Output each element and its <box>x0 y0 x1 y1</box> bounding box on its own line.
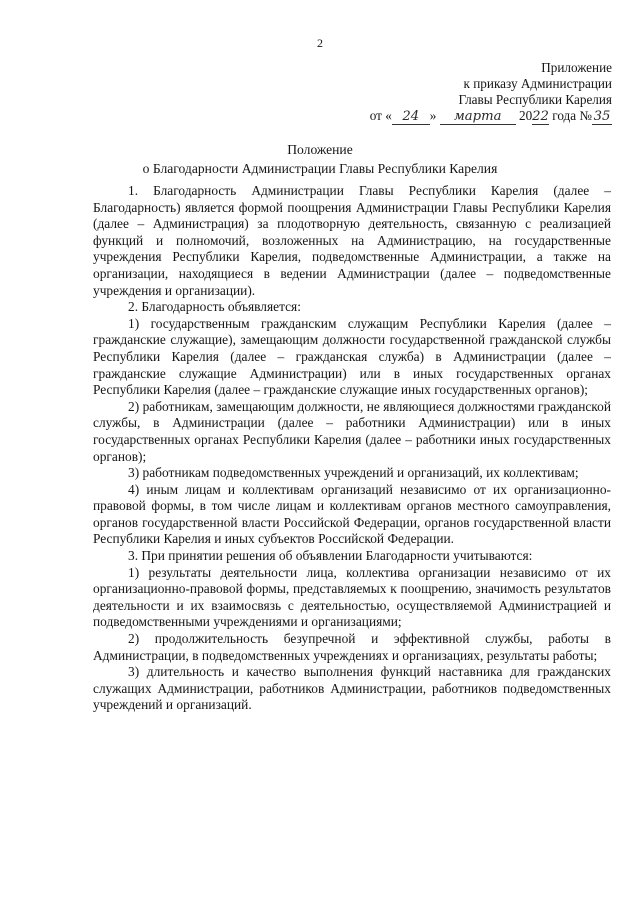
paragraph-2: 2. Благодарность объявляется: <box>128 299 301 315</box>
paragraph-2-item-4: 4) иным лицам и коллективам организаций независимо от их организационно-правовой формы, в том числе лицам и коллективам органов местного самоуправления, органов государственной власти Российской Федерации, органов государственной власти Республики Карелия и иных субъектов Российской Федерации. <box>93 481 611 547</box>
paragraph-2-item-1: 1) государственным гражданским служащим Республики Карелия (далее – гражданские служащие), замещающим должности государственной гражданской службы Республики Карелия (далее – гражданская служба) в Администрации (далее – гражданские служащие Администрации) или в иных государственных органах Республики Карелия (далее – гражданские служащие иных государственных органов); <box>93 315 611 398</box>
date-open-quote: « <box>385 108 392 123</box>
paragraph-3-item-2: 2) продолжительность безупречной и эффективной службы, работы в Администрации, в подведомственных учреждениях и организациях, результаты работы; <box>93 631 611 663</box>
title-line-1: Положение <box>287 142 353 157</box>
paragraph-3-item-1: 1) результаты деятельности лица, коллектива организации независимо от их организационно-правовой формы, представляемых к поощрению, значимость результатов деятельности и их взаимосвязь с деятельностью, осуществляемой Администрацией и подведомственными учреждениями и организациями; <box>93 564 611 630</box>
document-title <box>0 140 640 178</box>
paragraph-2-item-2: 2) работникам, замещающим должности, не являющиеся должностями гражданской службы, в Администрации (далее – работники Администрации) или в иных государственных органах Республики Карелия (далее – работники иных государственных органов); <box>93 398 611 464</box>
appendix-date-line <box>370 108 612 125</box>
paragraph-2-item-3: 3) работникам подведомственных учреждений и организаций, их коллективам; <box>128 465 579 481</box>
appendix-line-3: Главы Республики Карелия <box>458 92 612 107</box>
page-number: 2 <box>317 36 323 50</box>
handwritten-day: 24 <box>392 110 430 125</box>
paragraph-3: 3. При принятии решения об объявлении Благодарности учитываются: <box>128 548 533 564</box>
appendix-block <box>370 60 612 125</box>
paragraph-1: 1. Благодарность Администрации Главы Республики Карелия (далее – Благодарность) является формой поощрения Администрации Главы Республики Карелия (далее – Администрация) за плодотворную деятельность, связанную с реализацией функций и полномочий, возложенных на Администрацию, на государственные учреждения Республики Карелия, подведомственные Администрации, а также на организации, находящиеся в ведении Администрации (далее – подведомственные учреждения и организации). <box>93 183 611 298</box>
handwritten-year: 22 <box>532 109 549 124</box>
date-close-quote: » <box>429 108 437 123</box>
handwritten-number: 35 <box>593 109 611 124</box>
document-body <box>93 183 611 714</box>
handwritten-month: марта <box>440 110 516 125</box>
date-prefix: от <box>369 108 382 123</box>
appendix-line-2: к приказу Администрации <box>463 76 612 91</box>
number-sign: № <box>579 108 592 123</box>
title-line-2: о Благодарности Администрации Главы Республики Карелия <box>142 161 498 176</box>
paragraph-3-item-3: 3) длительность и качество выполнения функций наставника для гражданских служащих Администрации, работников Администрации, работников подведомственных учреждений и организаций. <box>93 664 611 713</box>
appendix-line-1: Приложение <box>541 60 612 75</box>
year-word: года <box>552 108 577 123</box>
year-prefix: 20 <box>518 108 533 123</box>
